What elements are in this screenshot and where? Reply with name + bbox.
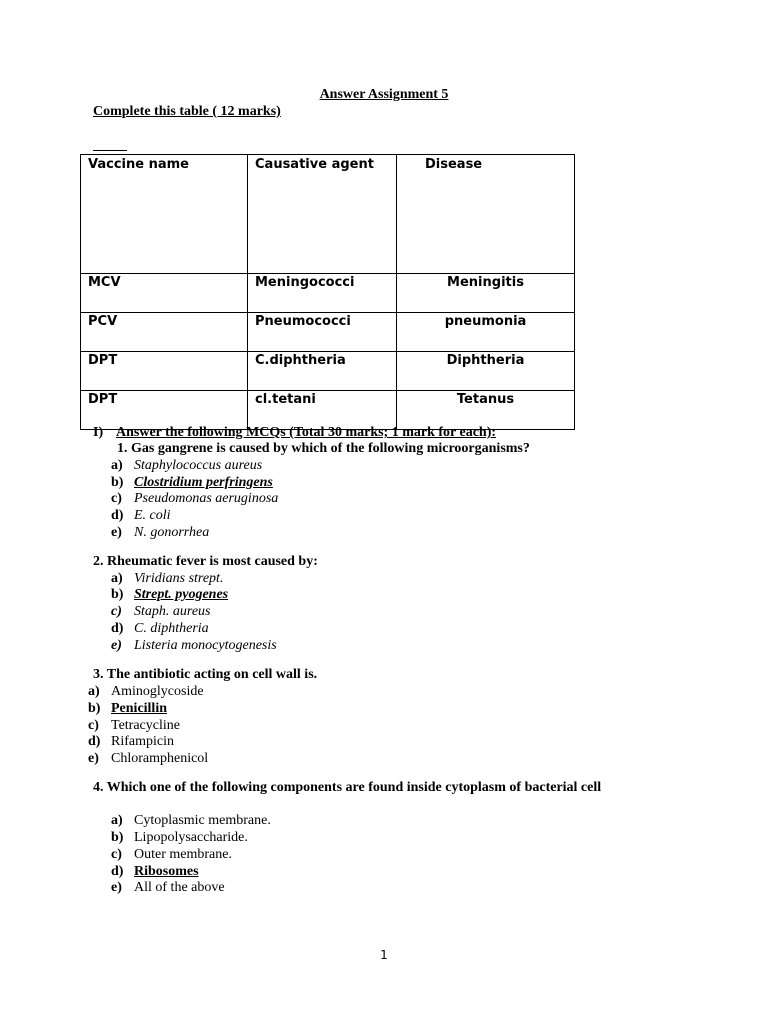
q3-option-c: c) Tetracycline bbox=[88, 718, 180, 733]
table-row bbox=[81, 391, 575, 430]
cell-disease: Diphtheria bbox=[397, 352, 575, 391]
blank-line bbox=[93, 150, 127, 151]
vaccine-table bbox=[80, 154, 575, 430]
cell-agent: cl.tetani bbox=[248, 391, 397, 430]
header-causative-agent: Causative agent bbox=[248, 155, 397, 274]
q3-option-a: a) Aminoglycoside bbox=[88, 684, 204, 699]
question-2: 2. Rheumatic fever is most caused by: bbox=[93, 554, 318, 569]
cell-disease: pneumonia bbox=[397, 313, 575, 352]
q4-option-d: d) Ribosomes bbox=[111, 864, 199, 879]
table-instruction: Complete this table ( 12 marks) bbox=[93, 104, 281, 119]
cell-vaccine: PCV bbox=[81, 313, 248, 352]
correct-answer: Clostridium perfringens bbox=[134, 475, 273, 490]
question-1: 1. Gas gangrene is caused by which of the following microorganisms? bbox=[117, 441, 530, 456]
q2-option-b: b) Strept. pyogenes bbox=[111, 587, 229, 602]
q2-option-c: c) Staph. aureus bbox=[111, 604, 211, 619]
question-4: 4. Which one of the following components are found inside cytoplasm of bacterial cell bbox=[93, 780, 602, 795]
correct-answer: Strept. pyogenes bbox=[134, 587, 229, 602]
q4-option-e: e) All of the above bbox=[111, 880, 225, 895]
q4-option-b: b) Lipopolysaccharide. bbox=[111, 830, 248, 845]
q4-option-c: c) Outer membrane. bbox=[111, 847, 232, 862]
q1-option-c: c) Pseudomonas aeruginosa bbox=[111, 491, 279, 506]
section-text: Answer the following MCQs (Total 30 marks; 1 mark for each): bbox=[116, 425, 497, 440]
page-number: 1 bbox=[380, 948, 388, 962]
correct-answer: Penicillin bbox=[111, 701, 167, 716]
header-disease: Disease bbox=[397, 155, 575, 274]
q1-option-b: b) Clostridium perfringens bbox=[111, 475, 273, 490]
header-vaccine-name: Vaccine name bbox=[81, 155, 248, 274]
cell-disease: Meningitis bbox=[397, 274, 575, 313]
q3-option-d: d) Rifampicin bbox=[88, 734, 174, 749]
cell-vaccine: DPT bbox=[81, 391, 248, 430]
cell-agent: Pneumococci bbox=[248, 313, 397, 352]
cell-vaccine: DPT bbox=[81, 352, 248, 391]
table-header-row bbox=[81, 155, 575, 274]
q2-option-a: a) Viridians strept. bbox=[111, 571, 224, 586]
q3-option-e: e) Chloramphenicol bbox=[88, 751, 209, 766]
section-label: I) bbox=[93, 425, 104, 440]
correct-answer: Ribosomes bbox=[134, 864, 199, 879]
page-title: Answer Assignment 5 bbox=[319, 87, 449, 102]
q1-option-a: a) Staphylococcus aureus bbox=[111, 458, 263, 473]
q4-option-a: a) Cytoplasmic membrane. bbox=[111, 813, 271, 828]
q2-option-e: e) Listeria monocytogenesis bbox=[111, 638, 277, 653]
cell-vaccine: MCV bbox=[81, 274, 248, 313]
table-row bbox=[81, 352, 575, 391]
cell-agent: C.diphtheria bbox=[248, 352, 397, 391]
q1-option-d: d) E. coli bbox=[111, 508, 171, 523]
q1-option-e: e) N. gonorrhea bbox=[111, 525, 210, 540]
table-row bbox=[81, 313, 575, 352]
cell-disease: Tetanus bbox=[397, 391, 575, 430]
cell-agent: Meningococci bbox=[248, 274, 397, 313]
table-row bbox=[81, 274, 575, 313]
question-3: 3. The antibiotic acting on cell wall is. bbox=[93, 667, 318, 682]
q3-option-b: b) Penicillin bbox=[88, 701, 167, 716]
q2-option-d: d) C. diphtheria bbox=[111, 621, 209, 636]
mcq-section-heading bbox=[93, 425, 496, 441]
